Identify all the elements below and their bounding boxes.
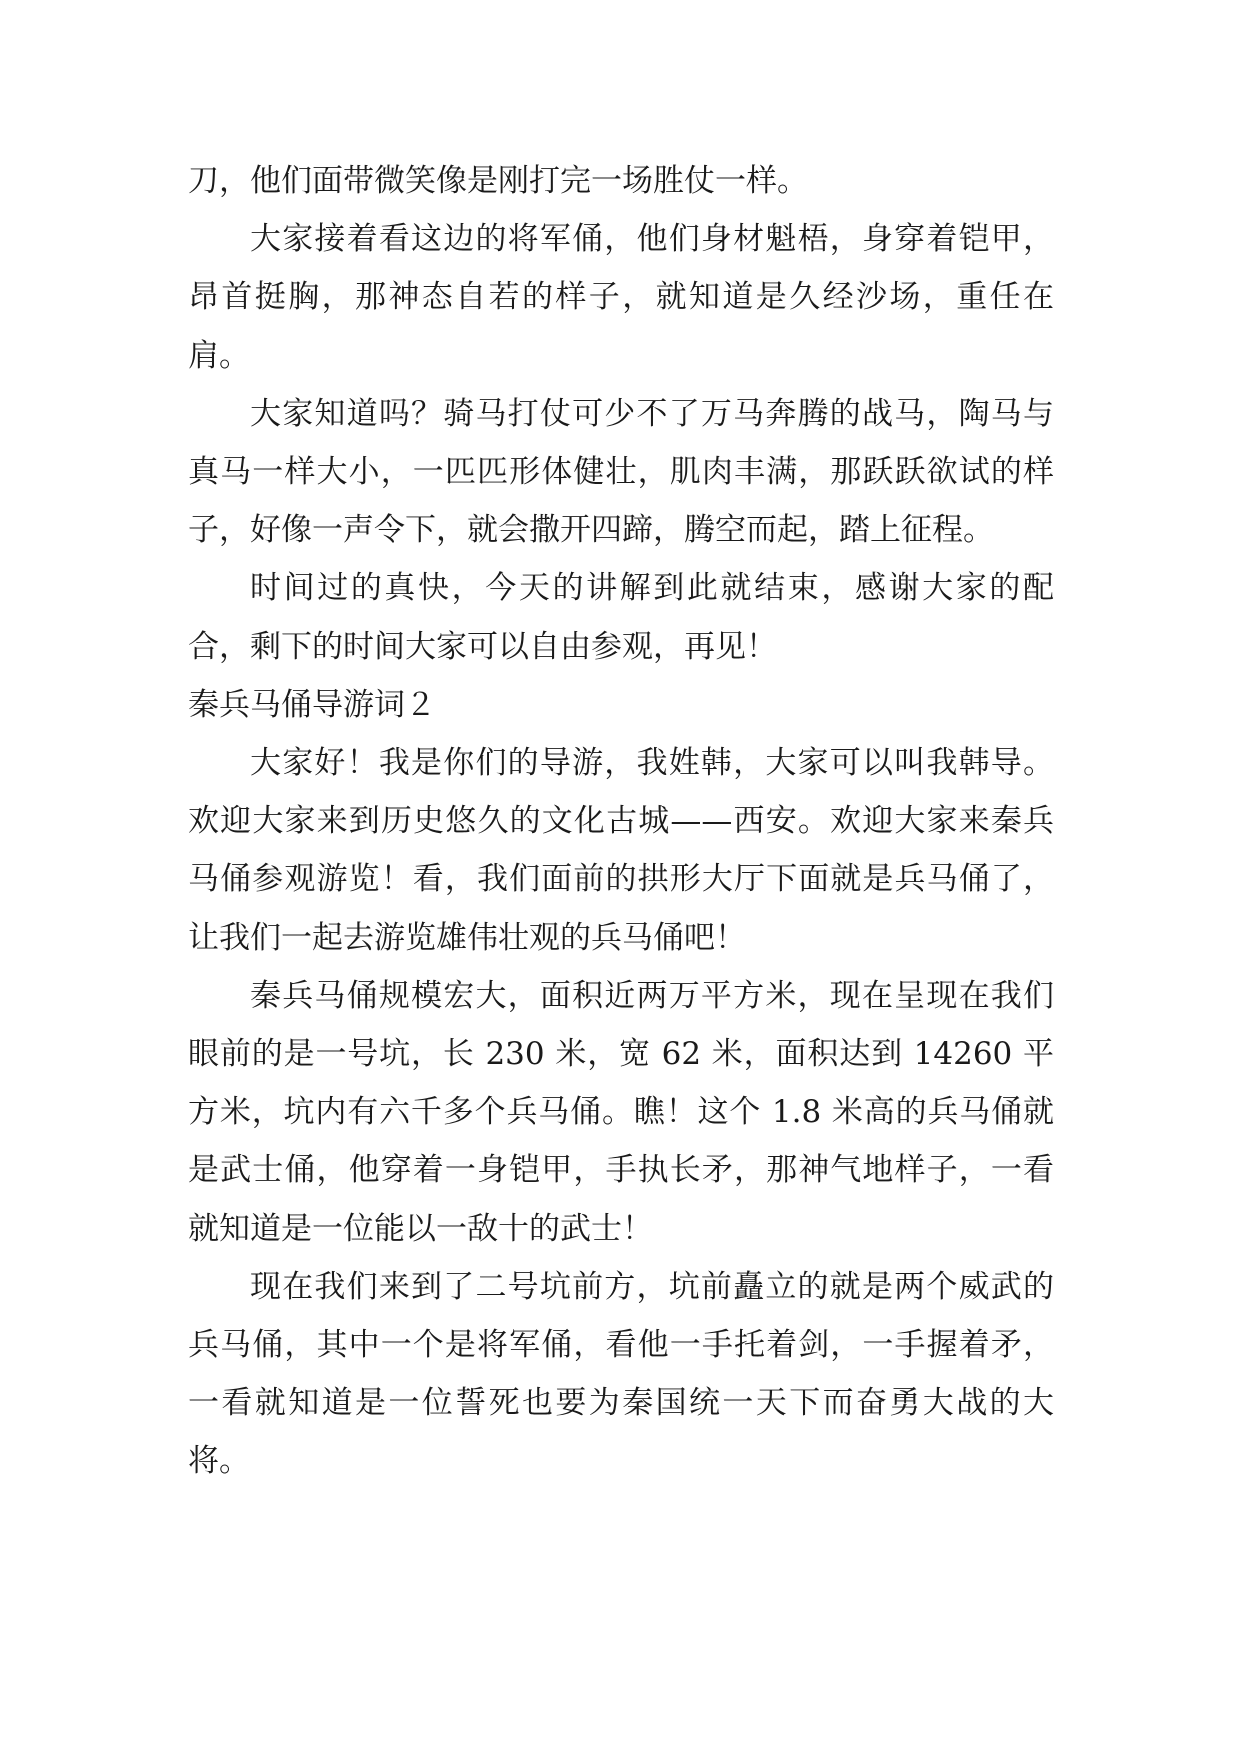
document-body bbox=[188, 152, 1054, 1491]
section-heading: 秦兵马俑导游词２ bbox=[188, 686, 436, 723]
paragraph-pit-one: 秦兵马俑规模宏大，面积近两万平方米，现在呈现在我们眼前的是一号坑，长 230 米，宽 62 米，面积达到 14260 平方米，坑内有六千多个兵马俑。瞧！这个 1.8 米高的兵马俑就是武士俑，他穿着一身铠甲，手执长矛，那神气地样子，一看就知道是一位能以一敌十的武士！ bbox=[188, 977, 1054, 1247]
paragraph-horses: 大家知道吗？骑马打仗可少不了万马奔腾的战马，陶马与真马一样大小，一匹匹形体健壮，肌肉丰满，那跃跃欲试的样子，好像一声令下，就会撒开四蹄，腾空而起，踏上征程。 bbox=[188, 395, 1054, 549]
paragraph-general-figurines: 大家接着看这边的将军俑，他们身材魁梧，身穿着铠甲，昂首挺胸，那神态自若的样子，就知道是久经沙场，重任在肩。 bbox=[188, 221, 1054, 374]
paragraph-continuation: 刀，他们面带微笑像是刚打完一场胜仗一样。 bbox=[188, 163, 808, 199]
paragraph-closing: 时间过的真快，今天的讲解到此就结束，感谢大家的配合，剩下的时间大家可以自由参观，再见！ bbox=[188, 570, 1054, 665]
paragraph-greeting: 大家好！我是你们的导游，我姓韩，大家可以叫我韩导。欢迎大家来到历史悠久的文化古城——西安。欢迎大家来秦兵马俑参观游览！看，我们面前的拱形大厅下面就是兵马俑了，让我们一起去游览雄伟壮观的兵马俑吧！ bbox=[188, 745, 1054, 956]
paragraph-pit-two: 现在我们来到了二号坑前方，坑前矗立的就是两个威武的兵马俑，其中一个是将军俑，看他一手托着剑，一手握着矛，一看就知道是一位誓死也要为秦国统一天下而奋勇大战的大将。 bbox=[188, 1268, 1054, 1480]
